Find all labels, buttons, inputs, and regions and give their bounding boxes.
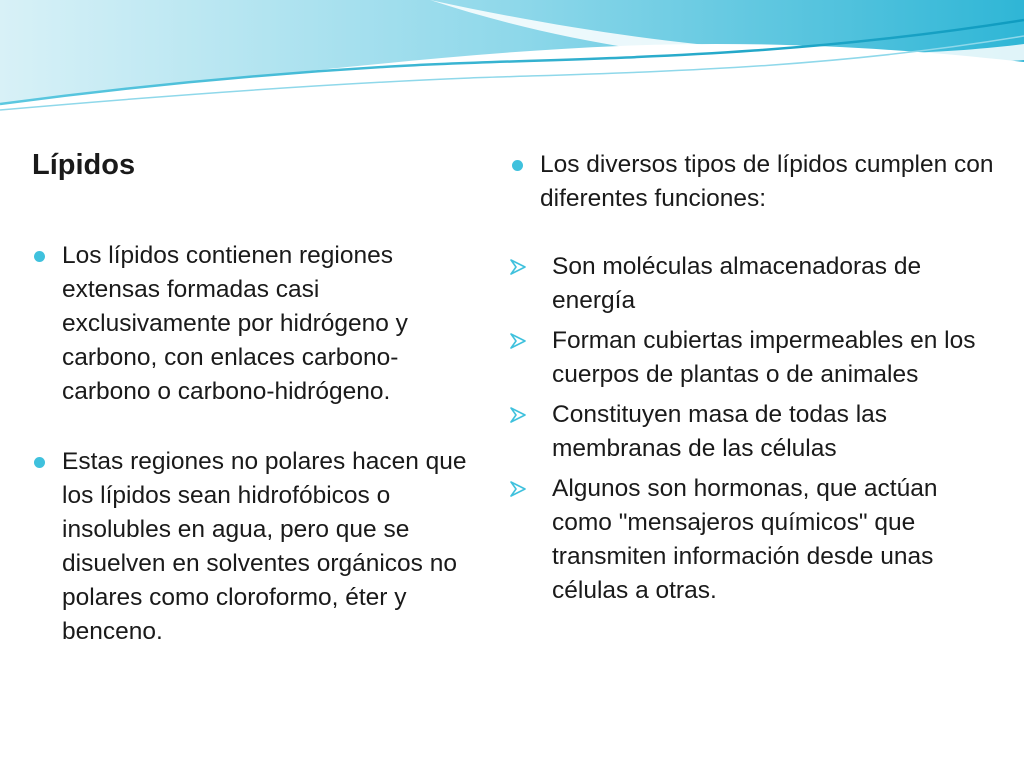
dot-bullet-icon	[34, 457, 45, 468]
function-text: Constituyen masa de todas las membranas de las células	[552, 401, 888, 462]
function-text: Forman cubiertas impermeables en los cuerpos de plantas o de animales	[552, 327, 976, 388]
left-bullet-list	[32, 239, 482, 649]
dot-bullet-icon	[34, 251, 45, 262]
dot-bullet-icon	[512, 160, 523, 171]
function-item	[510, 472, 1000, 608]
left-bullet-item	[32, 445, 482, 649]
bullet-text: Estas regiones no polares hacen que los lípidos sean hidrofóbicos o insolubles en agua, pero que se disuelven en solventes orgánicos no polares como cloroformo, éter y benceno.	[62, 447, 467, 645]
left-bullet-item	[32, 239, 482, 409]
function-list	[510, 250, 1000, 608]
bullet-text: Los lípidos contienen regiones extensas formadas casi exclusivamente por hidrógeno y carbono, con enlaces carbono-carbono o carbono-hidrógeno.	[62, 241, 408, 405]
arrow-bullet-icon	[510, 259, 526, 275]
intro-text: Los diversos tipos de lípidos cumplen con diferentes funciones:	[540, 151, 994, 212]
function-item	[510, 250, 1000, 318]
function-item	[510, 398, 1000, 466]
slide-title: Lípidos	[32, 149, 136, 181]
right-column	[510, 148, 1000, 614]
function-text: Son moléculas almacenadoras de energía	[552, 253, 922, 314]
arrow-bullet-icon	[510, 481, 526, 497]
header-wave-decoration	[0, 0, 1024, 120]
left-column	[32, 148, 482, 649]
function-text: Algunos son hormonas, que actúan como "mensajeros químicos" que transmiten información desde unas células a otras.	[552, 475, 938, 604]
arrow-bullet-icon	[510, 407, 526, 423]
arrow-bullet-icon	[510, 333, 526, 349]
function-item	[510, 324, 1000, 392]
right-intro-bullet	[510, 148, 1000, 216]
